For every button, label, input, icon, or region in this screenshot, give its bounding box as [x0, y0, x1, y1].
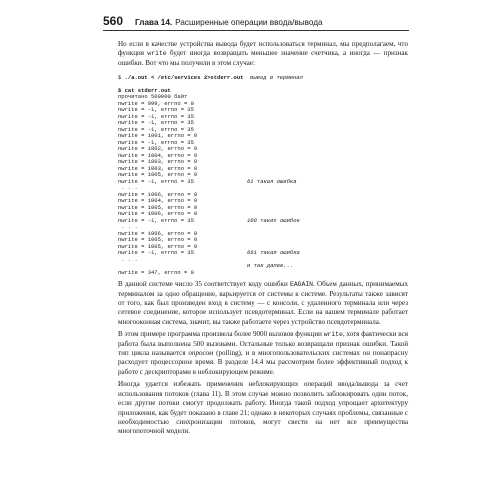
code-line-text: nwrite = 1001, errno = 0: [118, 132, 198, 140]
code-line-text: nwrite = -1, errno = 35: [118, 112, 194, 120]
code-line-text: nwrite = 1005, errno = 0: [118, 203, 198, 211]
paragraph-3-text-1: В этом примере программа произвела более 9000 вызовов функции: [118, 330, 324, 339]
code-line-text: $ cat stderr.out: [118, 86, 171, 94]
code-line-text: nwrite = 1004, errno = 0: [118, 197, 198, 205]
intro-text-2: будет иногда возвращать меньшее значение счетчика, а иногда — признак ошибки. Вот что мы получили в этом случае:: [118, 49, 408, 67]
code-line-text: nwrite = -1, errno = 35: [118, 216, 194, 224]
intro-text-1: Но если в качестве устройства вывода будет использоваться терминал, мы предполагаем, что функция: [118, 40, 408, 58]
inline-code-eagain: EAGAIN: [290, 281, 314, 289]
code-line-comment: 108 таких ошибок: [247, 216, 300, 224]
page-header: [103, 14, 409, 31]
intro-paragraph: [118, 40, 408, 68]
code-line-text: nwrite = 1006, errno = 0: [118, 190, 198, 198]
code-line-text: nwrite = 1003, errno = 0: [118, 158, 198, 166]
code-line-text: nwrite = -1, errno = 35: [118, 125, 194, 133]
code-line-text: nwrite = 1005, errno = 0: [118, 236, 198, 244]
code-line-text: nwrite = 1005, errno = 0: [118, 171, 198, 179]
code-line-text: nwrite = 347, errno = 0: [118, 268, 194, 276]
paragraph-eagain: [118, 280, 408, 327]
code-line-comment: 681 такая ошибка: [247, 249, 300, 257]
page-number: 560: [103, 14, 124, 28]
command-line: [118, 75, 408, 82]
code-line-text: nwrite = -1, errno = 35: [118, 249, 194, 257]
command-prompt: $: [118, 74, 125, 82]
code-line-text: nwrite = 1003, errno = 0: [118, 164, 198, 172]
code-line-text: nwrite = 1006, errno = 0: [118, 210, 198, 218]
code-line-text: nwrite = 999, errno = 0: [118, 99, 194, 107]
code-line-text: nwrite = 1002, errno = 0: [118, 145, 198, 153]
inline-code-write: write: [147, 50, 167, 58]
code-line-text: nwrite = -1, errno = 35: [118, 177, 194, 185]
code-line-text: прочитано 500000 байт: [118, 93, 188, 101]
code-line-text: . . .: [118, 223, 138, 231]
code-line-text: nwrite = 1005, errno = 0: [118, 242, 198, 250]
polling-term: опросом: [188, 349, 214, 358]
page-body: [118, 40, 408, 440]
paragraph-threads: Иногда удается избежать применения неблокирующих операций ввода/вывода за счет использования потоков (глава 11). В этом случае можно позволить заблокировать один поток, если другие потоки смогут продолжать работу. Иногда такой подход упрощает архитектуру приложения, как будет показано в главе 21; однако в некоторых случаях проблемы, связанные с необходимостью синхронизации потоков, могут свести на нет все преимущества многопоточной модели.: [118, 380, 408, 436]
paragraph-3-text-3: (polling), и в многопользовательских системах он понапрасну расходует процессорное время. В разделе 14.4 мы рассмотрим более эффективный подход к работе с дескрипторами в неблокирующем режиме.: [118, 349, 408, 376]
command-comment: вывод в терминал: [250, 74, 303, 82]
code-listing: [118, 88, 408, 277]
paragraph-3-text-2: , хотя фактически вся работа была выполнена 500 вызовами. Остальные только возвращали признак ошибки. Такой тип цикла называется: [118, 330, 408, 358]
code-line-text: nwrite = -1, errno = 35: [118, 106, 194, 114]
code-line-text: nwrite = -1, errno = 35: [118, 138, 194, 146]
code-line-text: nwrite = -1, errno = 35: [118, 119, 194, 127]
paragraph-2-text-1: В данной системе число 35 соответствует коду ошибки: [118, 280, 290, 289]
chapter-title: Расширенные операции ввода/вывода: [175, 18, 323, 27]
code-line: [118, 270, 408, 277]
code-line-text: nwrite = 1004, errno = 0: [118, 151, 198, 159]
inline-code-write-2: write: [323, 331, 343, 339]
code-line-text: nwrite = 1006, errno = 0: [118, 229, 198, 237]
code-line-comment: и так далее...: [247, 262, 294, 270]
code-line-text: . . .: [118, 255, 138, 263]
paragraph-polling: [118, 330, 408, 377]
code-line-comment: 61 такая ошибка: [247, 177, 297, 185]
command-text: ./a.out < /etc/services 2>stderr.out: [124, 74, 244, 82]
paragraph-2-text-2: . Объем данных, принимаемых терминалом за одно обращение, варьируется от системы к системе. Результаты также зависят от того, как был произведен вход в систему — с консоли, с удаленного терминала или через сетевое соединение, которое использует псевдотерминал. Если на вашем терминале работает многооконная система, значит, вы также работаете через устройство псевдотерминала.: [118, 280, 408, 326]
code-line-text: . . .: [118, 184, 138, 192]
chapter-label: Глава 14.: [135, 18, 173, 27]
